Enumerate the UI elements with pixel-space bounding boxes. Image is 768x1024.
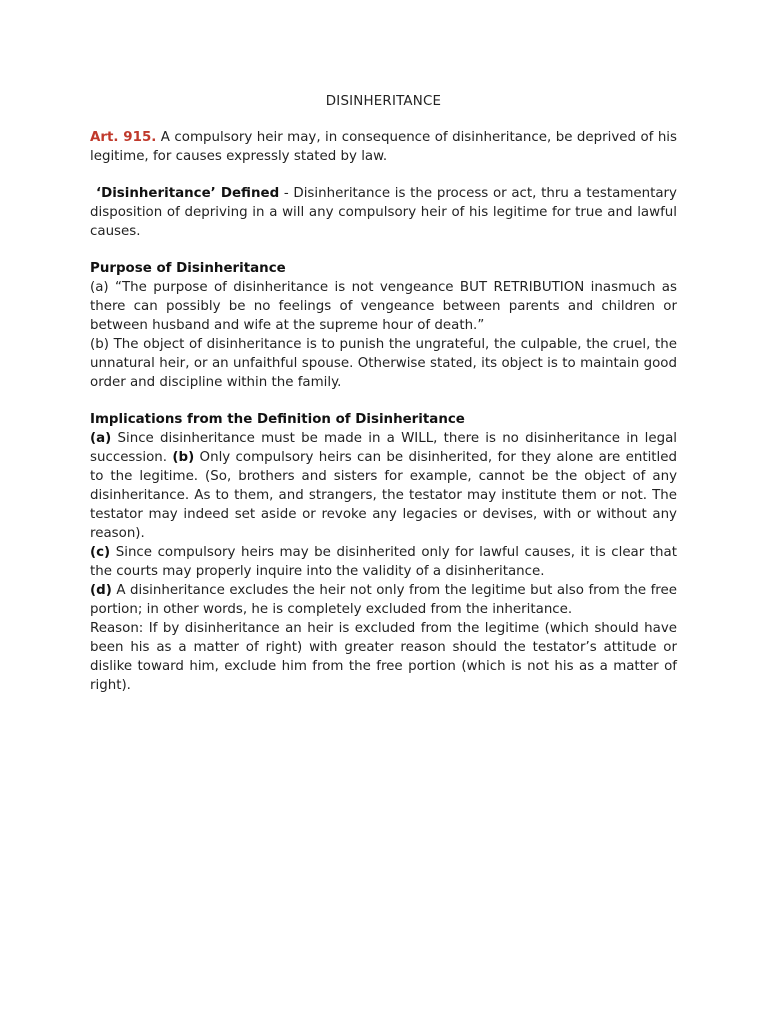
implication-c-text: Since compulsory heirs may be disinherited only for lawful causes, it is clear that the courts may properly inquire into the validity of a disinheritance. <box>90 545 677 579</box>
page-title: DISINHERITANCE <box>325 94 442 109</box>
article-915-text: A compulsory heir may, in consequence of disinheritance, be deprived of his legitime, for causes expressly stated by law. <box>90 130 677 164</box>
definition-paragraph <box>90 184 677 241</box>
implication-d-label: (d) <box>90 583 112 598</box>
purpose-heading: Purpose of Disinheritance <box>90 261 286 276</box>
implication-a-text: Since disinheritance must be made in a WILL, there is no disinheritance in legal succession. <box>90 431 677 465</box>
implication-b-text: Only compulsory heirs can be disinherited, for they alone are entitled to the legitime. (So, brothers and sisters for example, cannot be the object of any disinheritance. As to them, and strangers, the testator may institute them or not. The testator may indeed set aside or revoke any legacies or devises, with or without any reason). <box>90 450 677 541</box>
implication-c-label: (c) <box>90 545 111 560</box>
purpose-item-a: (a) “The purpose of disinheritance is not vengeance BUT RETRIBUTION inasmuch as there can possibly be no feelings of vengeance between parents and children or between husband and wife at the supreme hour of death.” <box>90 280 677 333</box>
implications-item-a-b <box>90 429 677 543</box>
implication-b-label: (b) <box>172 450 195 465</box>
implication-d-text: A disinheritance excludes the heir not only from the legitime but also from the free portion; in other words, he is completely excluded from the inheritance. <box>90 583 677 617</box>
article-915-paragraph <box>90 128 677 166</box>
definition-text: - Disinheritance is the process or act, thru a testamentary disposition of depriving in a will any compulsory heir of his legitime for true and lawful causes. <box>90 186 677 239</box>
implications-item-c <box>90 543 677 581</box>
implications-heading: Implications from the Definition of Disinheritance <box>90 412 465 427</box>
definition-term: ‘Disinheritance’ Defined <box>96 186 280 201</box>
implications-item-d <box>90 581 677 619</box>
article-reference: Art. 915. <box>90 130 157 145</box>
document-page <box>90 92 677 695</box>
implications-reason: Reason: If by disinheritance an heir is excluded from the legitime (which should have been his as a matter of right) with greater reason should the testator’s attitude or dislike toward him, exclude him from the free portion (which is not his as a matter of right). <box>90 621 677 693</box>
implication-a-label: (a) <box>90 431 112 446</box>
purpose-item-b: (b) The object of disinheritance is to punish the ungrateful, the culpable, the cruel, the unnatural heir, or an unfaithful spouse. Otherwise stated, its object is to maintain good order and discipline within the family. <box>90 337 677 390</box>
